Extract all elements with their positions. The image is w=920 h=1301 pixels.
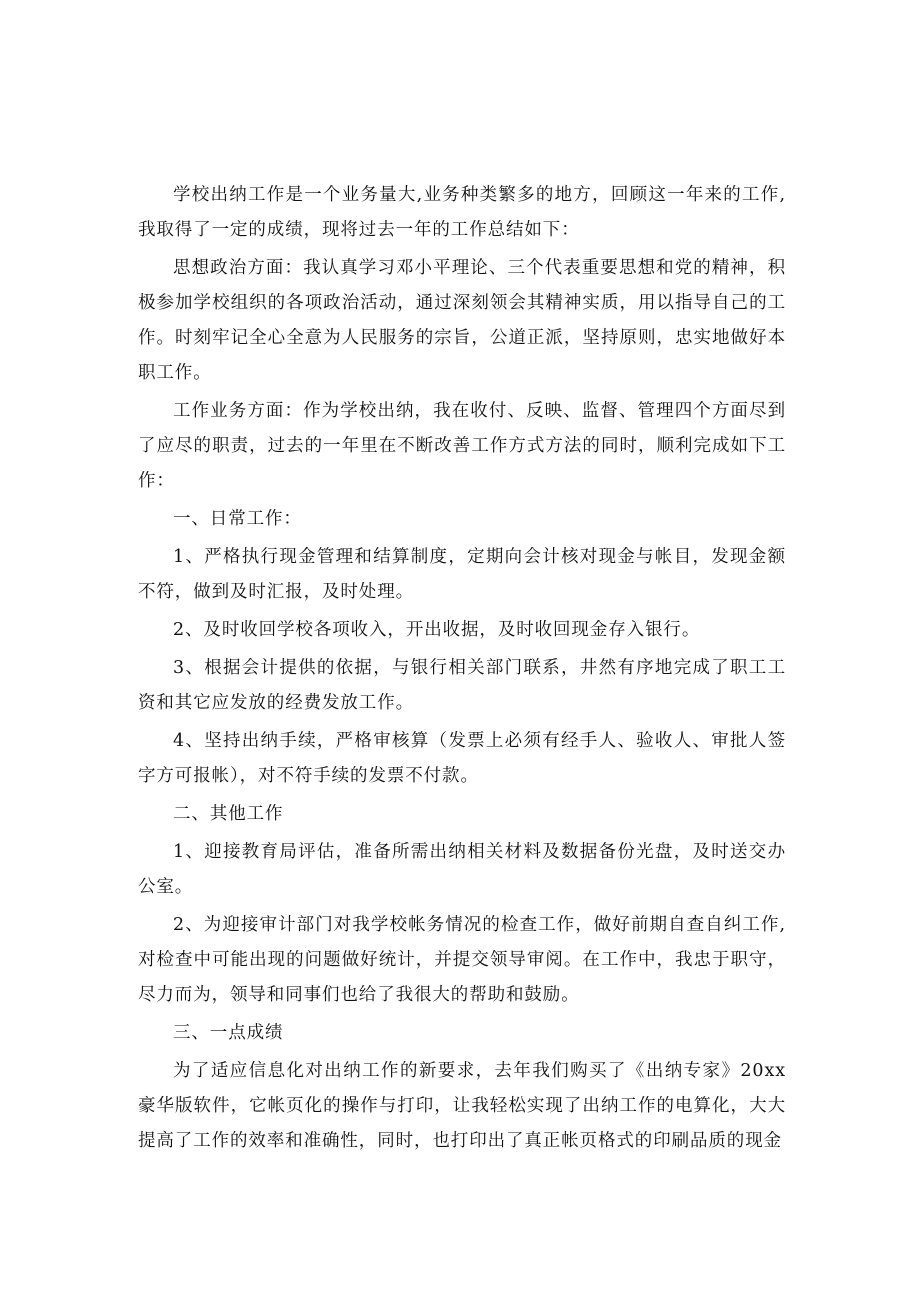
- list-item: 1、严格执行现金管理和结算制度，定期向会计核对现金与帐目，发现金额不符，做到及时汇报，及时处理。: [138, 547, 786, 602]
- list-item: 2、为迎接审计部门对我学校帐务情况的检查工作，做好前期自查自纠工作,对检查中可能出现的问题做好统计，并提交领导审阅。在工作中，我忠于职守，尽力而为，领导和同事们也给了我很大的帮助和鼓励。: [138, 915, 786, 1005]
- political-paragraph: 思想政治方面：我认真学习邓小平理论、三个代表重要思想和党的精神，积极参加学校组织的各项政治活动，通过深刻领会其精神实质，用以指导自己的工作。时刻牢记全心全意为人民服务的宗旨，公道正派，坚持原则，忠实地做好本职工作。: [138, 258, 786, 383]
- list-item: 4、坚持出纳手续，严格审核算（发票上必须有经手人、验收人、审批人签字方可报帐），对不符手续的发票不付款。: [138, 731, 786, 786]
- intro-paragraph: 学校出纳工作是一个业务量大,业务种类繁多的地方，回顾这一年来的工作,我取得了一定的成绩，现将过去一年的工作总结如下：: [138, 185, 786, 240]
- achievements-paragraph: 为了适应信息化对出纳工作的新要求，去年我们购买了《出纳专家》20xx豪华版软件，它帐页化的操作与打印，让我轻松实现了出纳工作的电算化，大大提高了工作的效率和准确性，同时，也打印出了真正帐页格式的印刷品质的现金: [138, 1061, 786, 1151]
- list-item: 2、及时收回学校各项收入，开出收据，及时收回现金存入银行。: [173, 620, 701, 640]
- document-page: [138, 178, 786, 1162]
- list-item: 3、根据会计提供的依据，与银行相关部门联系，井然有序地完成了职工工资和其它应发放的经费发放工作。: [138, 658, 786, 713]
- list-item: 1、迎接教育局评估，准备所需出纳相关材料及数据备份光盘，及时送交办公室。: [138, 842, 786, 897]
- business-paragraph: 工作业务方面：作为学校出纳，我在收付、反映、监督、管理四个方面尽到了应尽的职责，过去的一年里在不断改善工作方式方法的同时，顺利完成如下工作：: [138, 401, 786, 491]
- section-heading-achievements: 三、一点成绩: [173, 1023, 284, 1043]
- section-heading-other-work: 二、其他工作: [173, 804, 284, 824]
- section-heading-daily-work: 一、日常工作：: [173, 509, 302, 529]
